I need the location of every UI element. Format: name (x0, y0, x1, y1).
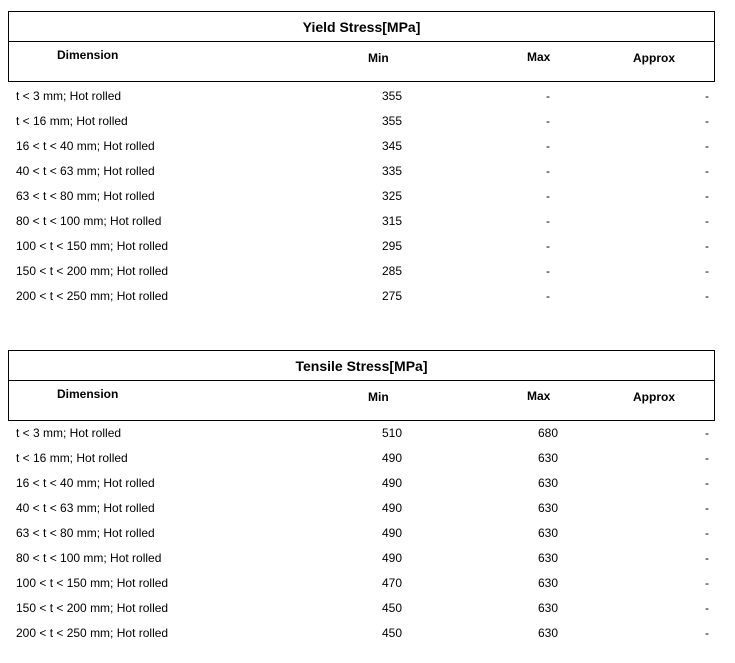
cell-min: 490 (381, 526, 403, 540)
tensile-stress-title: Tensile Stress[MPa] (295, 358, 428, 374)
yield-stress-title: Yield Stress[MPa] (302, 19, 421, 35)
cell-dimension: 63 < t < 80 mm; Hot rolled (16, 526, 155, 540)
cell-max: 630 (537, 626, 559, 640)
cell-min: 315 (381, 214, 403, 228)
cell-min: 335 (381, 164, 403, 178)
cell-dimension: t < 16 mm; Hot rolled (16, 114, 128, 128)
cell-min: 295 (381, 239, 403, 253)
cell-approx: - (705, 264, 709, 278)
cell-min: 355 (381, 114, 403, 128)
cell-dimension: t < 3 mm; Hot rolled (16, 89, 122, 103)
cell-min: 490 (381, 451, 403, 465)
table-row (8, 239, 715, 264)
column-header-approx: Approx (633, 51, 675, 65)
cell-min: 285 (381, 264, 403, 278)
cell-max: - (546, 189, 550, 203)
cell-dimension: 150 < t < 200 mm; Hot rolled (16, 601, 169, 615)
cell-min: 470 (381, 576, 403, 590)
table-row (8, 526, 715, 551)
column-header-dimension: Dimension (57, 48, 119, 62)
cell-max: - (546, 239, 550, 253)
table-row (8, 476, 715, 501)
title-divider (9, 380, 714, 381)
cell-max: - (546, 89, 550, 103)
cell-approx: - (705, 426, 709, 440)
cell-approx: - (705, 526, 709, 540)
column-header-approx: Approx (633, 390, 675, 404)
tensile-stress-table-header (8, 350, 715, 421)
cell-approx: - (705, 551, 709, 565)
column-header-min: Min (368, 390, 389, 404)
table-row (8, 214, 715, 239)
cell-max: 630 (537, 476, 559, 490)
cell-approx: - (705, 501, 709, 515)
cell-approx: - (705, 626, 709, 640)
cell-max: 630 (537, 551, 559, 565)
column-header-min: Min (368, 51, 389, 65)
cell-min: 325 (381, 189, 403, 203)
cell-min: 275 (381, 289, 403, 303)
column-header-dimension: Dimension (57, 387, 119, 401)
table-row (8, 501, 715, 526)
cell-approx: - (705, 239, 709, 253)
table-row (8, 289, 715, 314)
cell-approx: - (705, 189, 709, 203)
cell-approx: - (705, 476, 709, 490)
yield-stress-rows (8, 89, 715, 314)
cell-min: 490 (381, 551, 403, 565)
cell-dimension: 40 < t < 63 mm; Hot rolled (16, 164, 155, 178)
table-row (8, 551, 715, 576)
table-row (8, 576, 715, 601)
cell-dimension: 63 < t < 80 mm; Hot rolled (16, 189, 155, 203)
table-row (8, 601, 715, 626)
column-header-max: Max (527, 389, 551, 403)
cell-dimension: 200 < t < 250 mm; Hot rolled (16, 289, 169, 303)
table-row (8, 264, 715, 289)
cell-min: 355 (381, 89, 403, 103)
cell-dimension: t < 16 mm; Hot rolled (16, 451, 128, 465)
cell-max: 630 (537, 576, 559, 590)
cell-approx: - (705, 576, 709, 590)
cell-approx: - (705, 214, 709, 228)
tensile-stress-rows (8, 426, 715, 651)
cell-min: 490 (381, 476, 403, 490)
cell-max: 630 (537, 501, 559, 515)
table-row (8, 451, 715, 476)
cell-approx: - (705, 164, 709, 178)
cell-min: 345 (381, 139, 403, 153)
cell-max: - (546, 114, 550, 128)
column-header-max: Max (527, 50, 551, 64)
cell-max: - (546, 139, 550, 153)
cell-dimension: 40 < t < 63 mm; Hot rolled (16, 501, 155, 515)
cell-dimension: 80 < t < 100 mm; Hot rolled (16, 214, 162, 228)
cell-max: 630 (537, 601, 559, 615)
cell-dimension: 100 < t < 150 mm; Hot rolled (16, 239, 169, 253)
cell-min: 510 (381, 426, 403, 440)
cell-approx: - (705, 601, 709, 615)
cell-dimension: 100 < t < 150 mm; Hot rolled (16, 576, 169, 590)
cell-dimension: t < 3 mm; Hot rolled (16, 426, 122, 440)
table-row (8, 89, 715, 114)
cell-max: 680 (537, 426, 559, 440)
table-row (8, 164, 715, 189)
yield-stress-table-header (8, 11, 715, 82)
cell-max: - (546, 289, 550, 303)
cell-dimension: 16 < t < 40 mm; Hot rolled (16, 476, 155, 490)
cell-dimension: 80 < t < 100 mm; Hot rolled (16, 551, 162, 565)
table-row (8, 189, 715, 214)
cell-approx: - (705, 89, 709, 103)
table-row (8, 114, 715, 139)
cell-min: 450 (381, 626, 403, 640)
cell-dimension: 150 < t < 200 mm; Hot rolled (16, 264, 169, 278)
table-row (8, 139, 715, 164)
cell-dimension: 16 < t < 40 mm; Hot rolled (16, 139, 155, 153)
cell-dimension: 200 < t < 250 mm; Hot rolled (16, 626, 169, 640)
cell-max: - (546, 164, 550, 178)
table-row (8, 626, 715, 651)
cell-max: 630 (537, 451, 559, 465)
cell-min: 450 (381, 601, 403, 615)
title-divider (9, 41, 714, 42)
cell-approx: - (705, 114, 709, 128)
cell-max: - (546, 264, 550, 278)
cell-min: 490 (381, 501, 403, 515)
cell-approx: - (705, 289, 709, 303)
cell-max: 630 (537, 526, 559, 540)
table-row (8, 426, 715, 451)
yield-stress-table (8, 11, 715, 314)
cell-approx: - (705, 451, 709, 465)
tensile-stress-table (8, 350, 715, 651)
cell-approx: - (705, 139, 709, 153)
cell-max: - (546, 214, 550, 228)
